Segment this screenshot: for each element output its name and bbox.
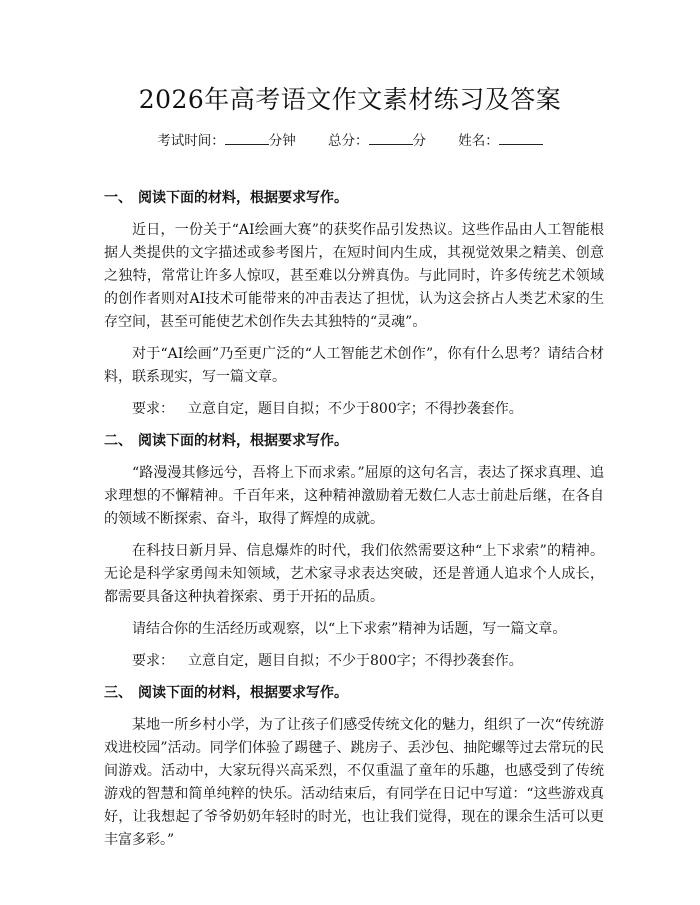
section-heading-text: 阅读下面的材料，根据要求写作。 (138, 190, 348, 206)
material-paragraph: 在科技日新月异、信息爆炸的时代，我们依然需要这种“上下求索”的精神。无论是科学家勇闯未知领域，艺术家寻求表达突破，还是普通人追求个人成长，都需要具备这种执着探索、勇于开拓的品质。 (104, 543, 604, 605)
section-number: 二、 (104, 433, 132, 449)
requirement-line (104, 650, 604, 673)
material-paragraph: 某地一所乡村小学，为了让孩子们感受传统文化的魅力，组织了一次“传统游戏进校园”活动。同学们体验了踢毽子、跳房子、丢沙包、抽陀螺等过去常玩的民间游戏。活动中，大家玩得兴高采烈，不仅重温了童年的乐趣，也感受到了传统游戏的智慧和简单纯粹的快乐。活动结束后，有同学在日记中写道：“这些游戏真好，让我想起了爷爷奶奶年轻时的时光，也让我们觉得，现在的课余生活可以更丰富多彩。” (104, 717, 604, 848)
score-label: 总分： (328, 133, 369, 149)
exam-name (458, 130, 543, 152)
material-paragraph: 请结合你的生活经历或观察，以“上下求索”精神为话题，写一篇文章。 (132, 621, 567, 637)
exam-meta (0, 130, 700, 152)
exam-time (157, 130, 296, 152)
requirement-line (104, 398, 604, 421)
name-label: 姓名： (458, 133, 499, 149)
section-heading (104, 187, 604, 210)
requirement-label: 要求： (132, 401, 174, 417)
page-title: 2026年高考语文作文素材练习及答案 (138, 85, 562, 114)
material-paragraph: 近日，一份关于“AI绘画大赛”的获奖作品引发热议。这些作品由人工智能根据人类提供的文字描述或参考图片，在短时间内生成，其视觉效果之精美、创意之独特，常常让许多人惊叹，甚至难以分辨真伪。与此同时，许多传统艺术领域的创作者则对AI技术可能带来的冲击表达了担忧，认为这会挤占人类艺术家的生存空间，甚至可能使艺术创作失去其独特的“灵魂”。 (104, 222, 604, 330)
requirement-text: 立意自定，题目自拟；不少于800字；不得抄袭套作。 (188, 653, 523, 669)
section-number: 三、 (104, 685, 132, 701)
exam-score (328, 130, 426, 152)
section-number: 一、 (104, 190, 132, 206)
time-blank (225, 130, 269, 145)
section-heading (104, 430, 604, 453)
material-paragraph: “路漫漫其修远兮，吾将上下而求索。”屈原的这句名言，表达了探求真理、追求理想的不懈精神。千百年来，这种精神激励着无数仁人志士前赴后继，在各自的领域不断探索、奋斗，取得了辉煌的成就。 (104, 465, 604, 527)
score-blank (369, 130, 413, 145)
time-label: 考试时间： (157, 133, 225, 149)
name-blank (499, 130, 543, 145)
time-unit: 分钟 (268, 133, 296, 149)
requirement-text: 立意自定，题目自拟；不少于800字；不得抄袭套作。 (188, 401, 523, 417)
score-unit: 分 (412, 133, 426, 149)
section-heading-text: 阅读下面的材料，根据要求写作。 (138, 685, 348, 701)
section-heading (104, 682, 604, 705)
section-heading-text: 阅读下面的材料，根据要求写作。 (138, 433, 348, 449)
exam-content (104, 187, 604, 861)
requirement-label: 要求： (132, 653, 174, 669)
material-paragraph: 对于“AI绘画”乃至更广泛的“人工智能艺术创作”，你有什么思考？请结合材料，联系现实，写一篇文章。 (104, 346, 604, 385)
